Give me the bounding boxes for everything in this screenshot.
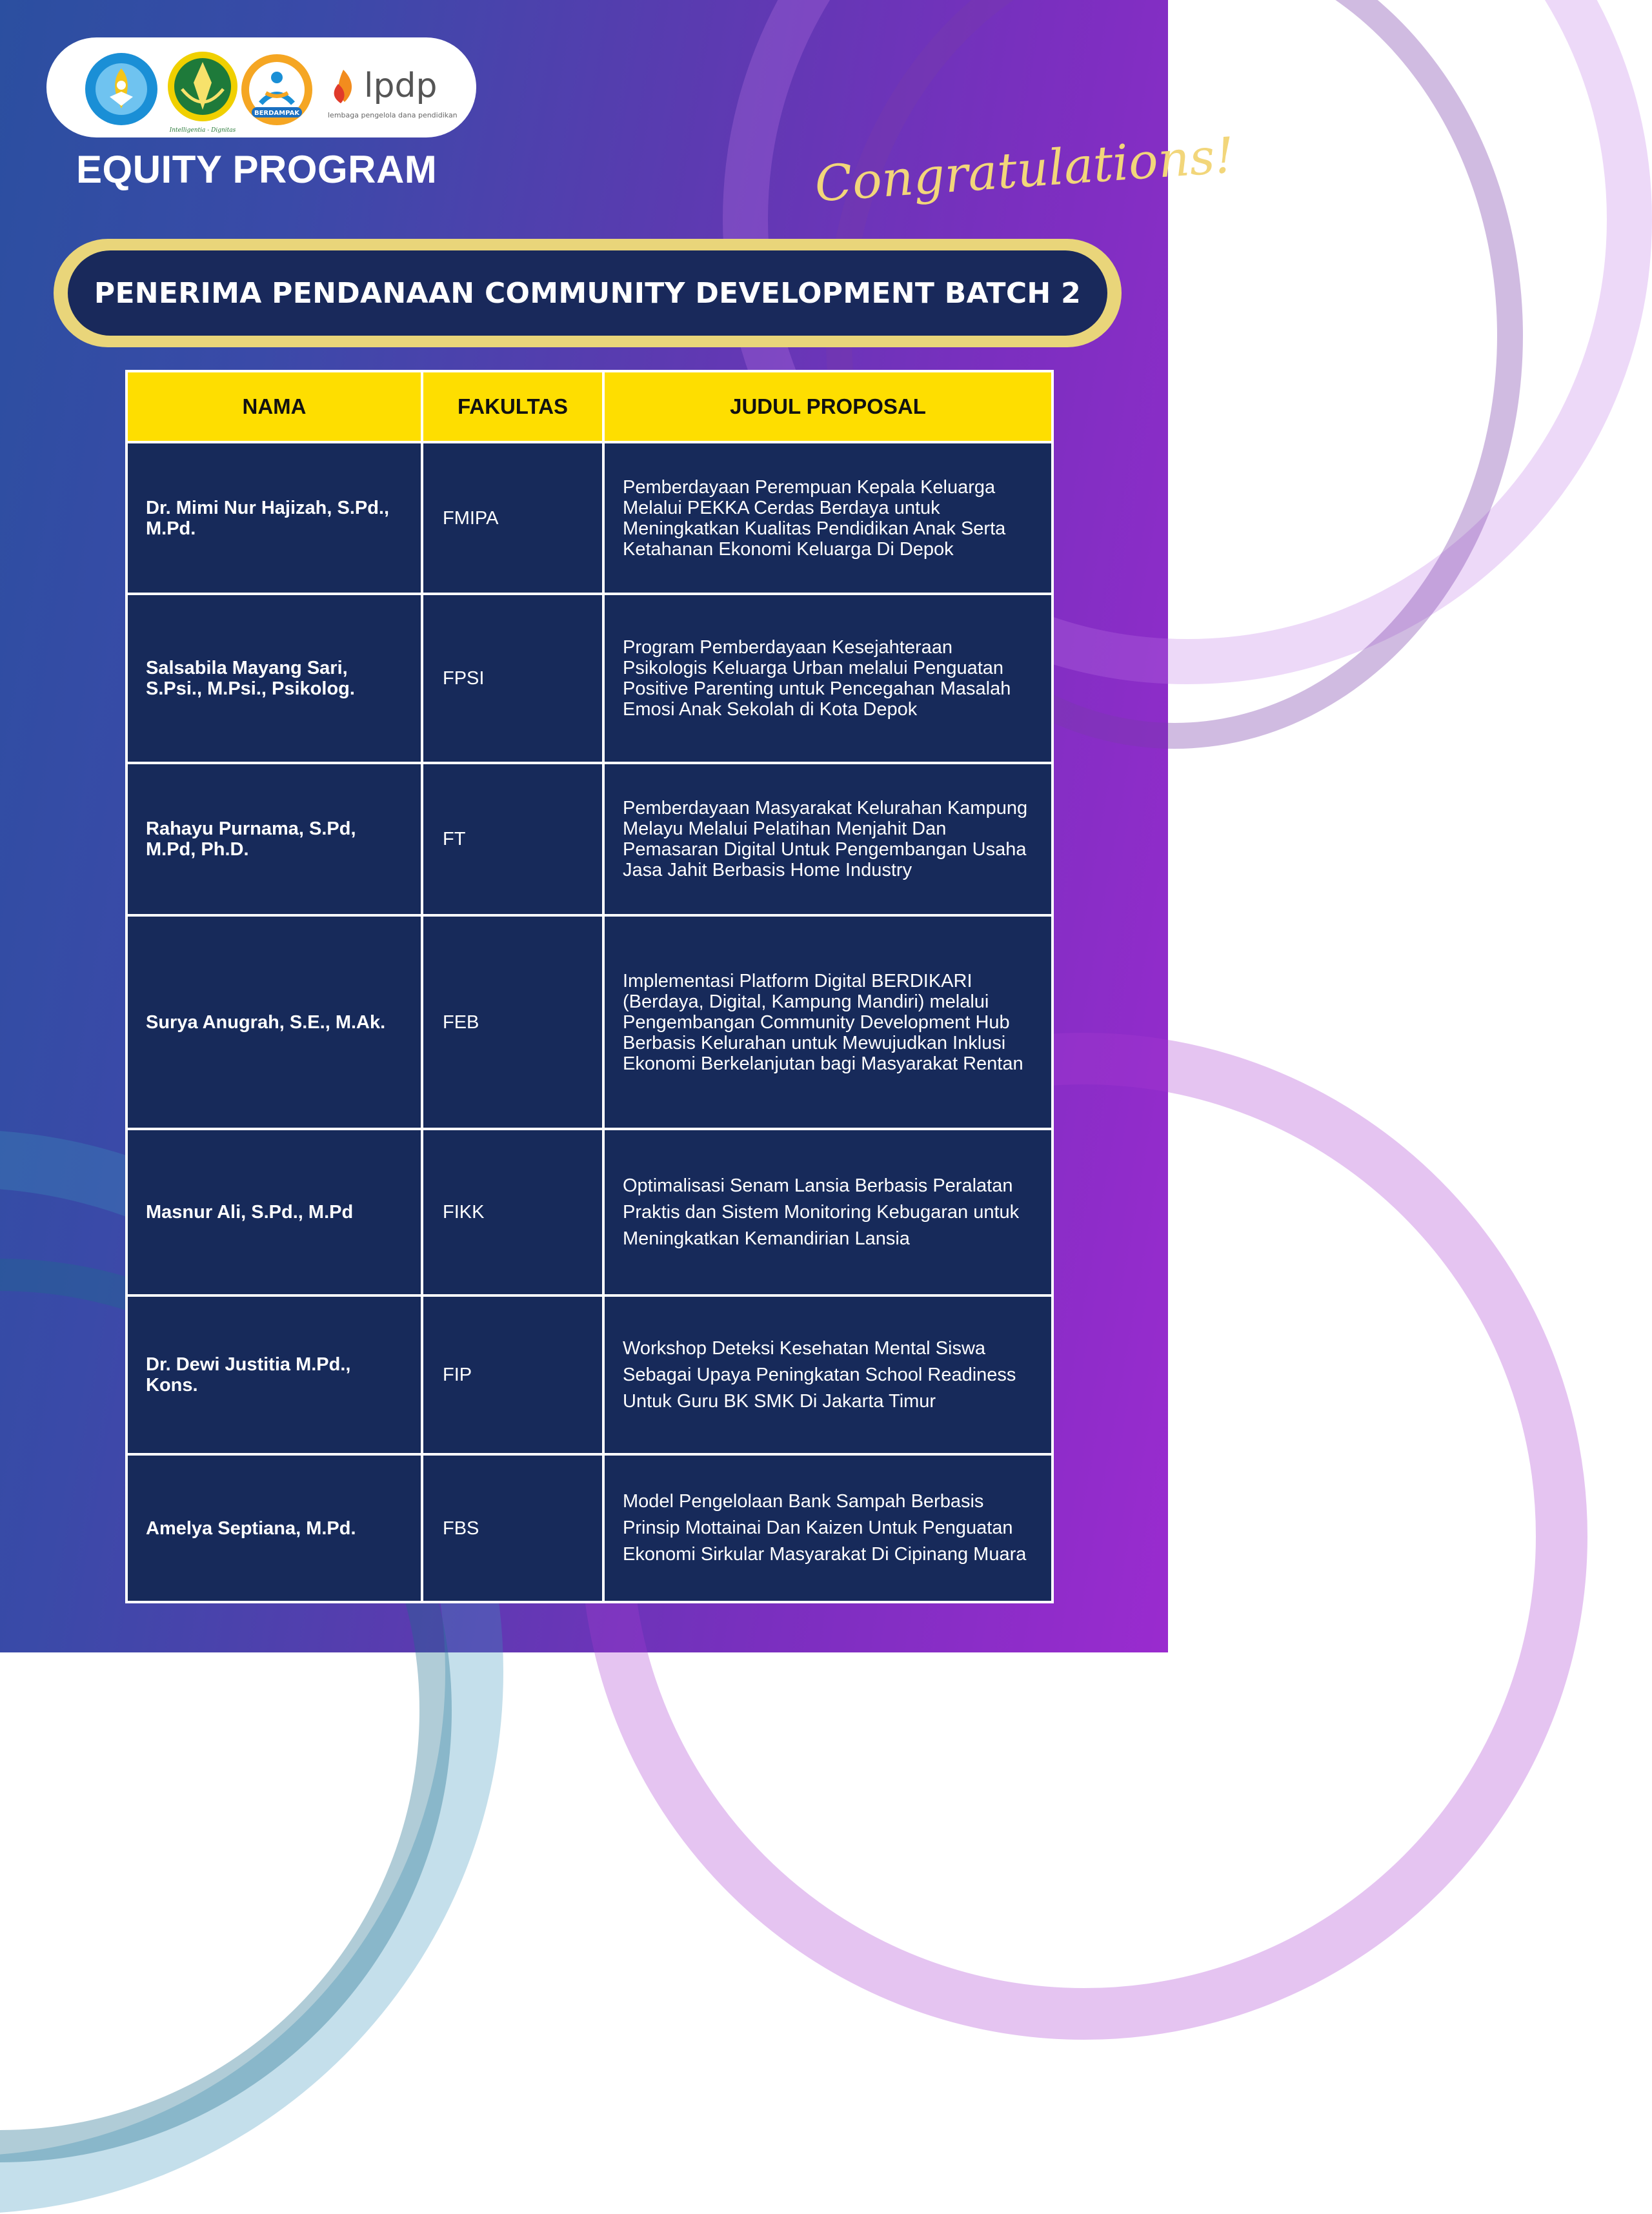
header-judul-proposal: JUDUL PROPOSAL: [603, 371, 1053, 442]
table-row: [126, 594, 1053, 763]
logo-bar: [46, 37, 476, 137]
recipients-table: [125, 370, 1054, 1603]
lpdp-caption: lembaga pengelola dana pendidikan: [328, 111, 458, 119]
lpdp-wordmark: lpdp: [364, 66, 438, 105]
header-nama: NAMA: [126, 371, 422, 442]
cell-proposal-title: Implementasi Platform Digital BERDIKARI (Berdaya, Digital, Kampung Mandiri) melalui Pengembangan Community Development Hub Berbasis Kelurahan untuk Mewujudkan Inklusi Ekonomi Berkelanjutan bagi Masyarakat Rentan: [603, 915, 1053, 1129]
congratulations-text: Congratulations!: [812, 126, 1236, 213]
cell-name: Dr. Dewi Justitia M.Pd., Kons.: [126, 1295, 422, 1454]
table-header-row: [126, 371, 1053, 442]
cell-name: Dr. Mimi Nur Hajizah, S.Pd., M.Pd.: [126, 442, 422, 594]
table-row: [126, 442, 1053, 594]
diktisaintek-logo: [240, 53, 314, 127]
cell-proposal-title: Optimalisasi Senam Lansia Berbasis Peralatan Praktis dan Sistem Monitoring Kebugaran untuk Meningkatkan Kemandirian Lansia: [603, 1129, 1053, 1295]
cell-faculty: FEB: [422, 915, 603, 1129]
cell-proposal-title: Program Pemberdayaan Kesejahteraan Psikologis Keluarga Urban melalui Penguatan Positive Parenting untuk Pencegahan Masalah Emosi Anak Sekolah di Kota Depok: [603, 594, 1053, 763]
title-banner: [54, 239, 1122, 347]
unj-logo: [166, 50, 239, 134]
cell-proposal-title: Pemberdayaan Masyarakat Kelurahan Kampung Melayu Melalui Pelatihan Menjahit Dan Pemasaran Digital Untuk Pengembangan Usaha Jasa Jahit Berbasis Home Industry: [603, 763, 1053, 915]
title-banner-inner: [68, 250, 1107, 336]
header-fakultas: FAKULTAS: [422, 371, 603, 442]
cell-faculty: FMIPA: [422, 442, 603, 594]
banner-title: PENERIMA PENDANAAN COMMUNITY DEVELOPMENT BATCH 2: [94, 276, 1082, 310]
cell-faculty: FIKK: [422, 1129, 603, 1295]
cell-name: Salsabila Mayang Sari, S.Psi., M.Psi., Psikolog.: [126, 594, 422, 763]
table-row: [126, 915, 1053, 1129]
cell-name: Rahayu Purnama, S.Pd, M.Pd, Ph.D.: [126, 763, 422, 915]
table-row: [126, 1454, 1053, 1602]
tut-wuri-handayani-logo: [84, 52, 159, 127]
unj-logo-caption: Intelligentia - Dignitas: [169, 127, 236, 134]
table-row: [126, 1295, 1053, 1454]
cell-faculty: FT: [422, 763, 603, 915]
cell-proposal-title: Pemberdayaan Perempuan Kepala Keluarga Melalui PEKKA Cerdas Berdaya untuk Meningkatkan Kualitas Pendidikan Anak Serta Ketahanan Ekonomi Keluarga Di Depok: [603, 442, 1053, 594]
lpdp-logo: [324, 57, 458, 121]
table-row: [126, 763, 1053, 915]
cell-name: Amelya Septiana, M.Pd.: [126, 1454, 422, 1602]
cell-name: Masnur Ali, S.Pd., M.Pd: [126, 1129, 422, 1295]
diktisaintek-caption: BERDAMPAK: [254, 110, 300, 117]
cell-name: Surya Anugrah, S.E., M.Ak.: [126, 915, 422, 1129]
cell-faculty: FBS: [422, 1454, 603, 1602]
cell-faculty: FPSI: [422, 594, 603, 763]
cell-faculty: FIP: [422, 1295, 603, 1454]
cell-proposal-title: Workshop Deteksi Kesehatan Mental Siswa Sebagai Upaya Peningkatan School Readiness Untuk Guru BK SMK Di Jakarta Timur: [603, 1295, 1053, 1454]
cell-proposal-title: Model Pengelolaan Bank Sampah Berbasis Prinsip Mottainai Dan Kaizen Untuk Penguatan Ekonomi Sirkular Masyarakat Di Cipinang Muara: [603, 1454, 1053, 1602]
table-row: [126, 1129, 1053, 1295]
program-title: EQUITY PROGRAM: [76, 148, 438, 191]
